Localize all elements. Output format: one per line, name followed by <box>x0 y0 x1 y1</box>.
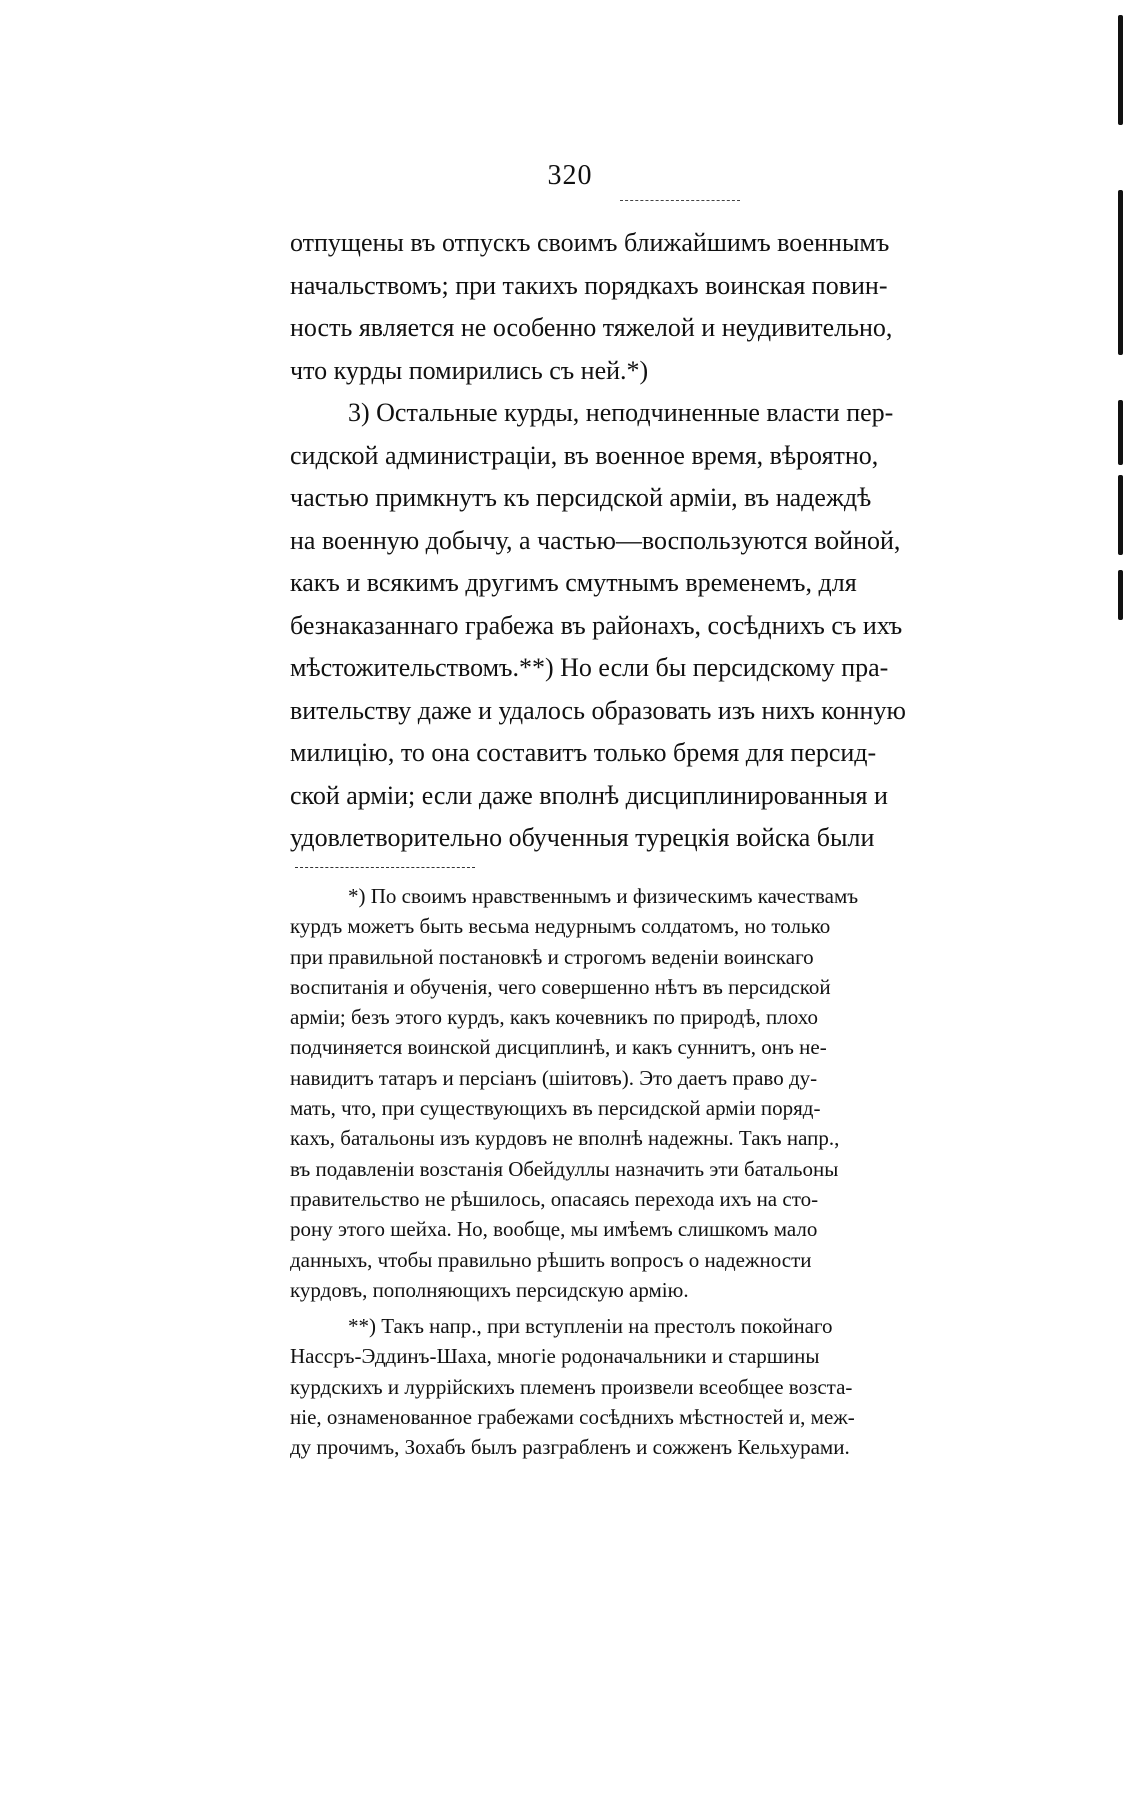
footnote-line: данныхъ, чтобы правильно рѣшить вопросъ о надежности <box>290 1247 812 1272</box>
main-text <box>290 222 1065 860</box>
footnote-line: **) Такъ напр., при вступленiи на престолъ покойнаго <box>348 1314 833 1339</box>
edge-mark <box>1118 400 1123 465</box>
footnote-line: Нассръ-Эддинъ-Шаха, многiе родоначальники и старшины <box>290 1344 820 1369</box>
footnote-line: воспитанiя и обученiя, чего совершенно нѣтъ въ персидской <box>290 974 831 999</box>
main-text-line: 3) Остальные курды, неподчиненные власти пер- <box>348 398 894 427</box>
footnote-line: нiе, ознаменованное грабежами сосѣднихъ мѣстностей и, меж- <box>290 1405 855 1430</box>
footnotes <box>290 881 1065 1463</box>
page-number: 320 <box>547 160 593 191</box>
main-text-line: какъ и всякимъ другимъ смутнымъ временемъ, для <box>290 568 857 597</box>
footnote-line: *) По своимъ нравственнымъ и физическимъ качествамъ <box>348 884 859 908</box>
footnote-line: курдскихъ и луррiйскихъ племенъ произвели всеобщее возста- <box>290 1374 853 1399</box>
main-text-line: отпущены въ отпускъ своимъ ближайшимъ военнымъ <box>290 228 890 257</box>
main-text-line: ской армiи; если даже вполнѣ дисциплинированныя и <box>290 780 888 810</box>
footnote-line: правительство не рѣшилось, опасаясь перехода ихъ на сто- <box>290 1186 819 1211</box>
main-text-line: вительству даже и удалось образовать изъ нихъ конную <box>290 695 906 725</box>
main-text-line: начальствомъ; при такихъ порядкахъ воинская повин- <box>290 270 888 300</box>
footnote-line: подчиняется воинской дисциплинѣ, и какъ суннитъ, онъ не- <box>290 1035 827 1060</box>
footnote-line: навидитъ татаръ и персiанъ (шiитовъ). Это даетъ право ду- <box>290 1065 818 1090</box>
main-text-line: милицiю, то она составитъ только бремя для персид- <box>290 738 877 767</box>
main-text-line: безнаказаннаго грабежа въ районахъ, сосѣднихъ съ ихъ <box>290 610 903 640</box>
edge-mark <box>1118 190 1123 355</box>
edge-mark <box>1118 475 1123 555</box>
footnote-line: рону этого шейха. Но, вообще, мы имѣемъ слишкомъ мало <box>290 1217 818 1242</box>
footnote-line: кахъ, батальоны изъ курдовъ не вполнѣ надежны. Такъ напр., <box>290 1126 840 1151</box>
main-text-line: ность является не особенно тяжелой и неудивительно, <box>290 313 893 342</box>
footnote-separator <box>295 867 475 868</box>
footnote-line: ду прочимъ, Зохабъ былъ разграбленъ и сожженъ Кельхурами. <box>290 1435 850 1460</box>
main-text-line: на военную добычу, а частью—воспользуются войной, <box>290 525 901 555</box>
footnote-line: курдовъ, пополняющихъ персидскую армiю. <box>290 1277 689 1302</box>
footnote-line: въ подавленiи возстанiя Обейдуллы назначить эти батальоны <box>290 1156 839 1181</box>
edge-mark <box>1118 15 1123 125</box>
footnote-line: курдъ можетъ быть весьма недурнымъ солдатомъ, но только <box>290 914 831 939</box>
main-text-line: мѣстожительствомъ.**) Но если бы персидскому пра- <box>290 653 889 682</box>
main-text-line: частью примкнутъ къ персидской армiи, въ надеждѣ <box>290 483 872 512</box>
footnote-line: при правильной постановкѣ и строгомъ веденiи воинскаго <box>290 944 814 969</box>
main-text-line: сидской администрацiи, въ военное время, вѣроятно, <box>290 440 879 470</box>
edge-mark <box>1118 570 1123 620</box>
page-number-rule <box>620 200 740 201</box>
main-text-line: удовлетворительно обученныя турецкiя войска были <box>290 823 875 852</box>
page-edge-marks <box>1110 0 1140 1803</box>
footnote-line: армiи; безъ этого курдъ, какъ кочевникъ по природѣ, плохо <box>290 1005 818 1030</box>
footnote-line: мать, что, при существующихъ въ персидской армiи поряд- <box>290 1096 821 1121</box>
main-text-line: что курды помирились съ ней.*) <box>290 355 649 385</box>
